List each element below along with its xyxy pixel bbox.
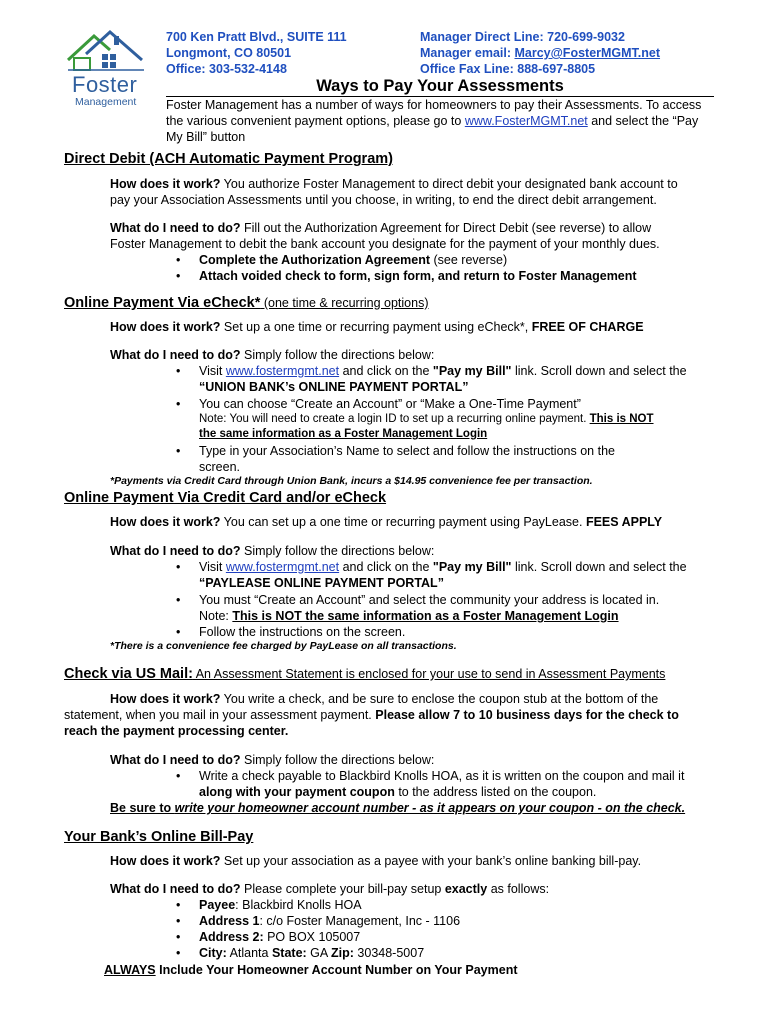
credit-fee-note: *There is a convenience fee charged by PayLease on all transactions. bbox=[110, 640, 457, 652]
echeck-what-text: Simply follow the directions below: bbox=[240, 348, 435, 362]
mail-how-bold-2: reach the payment processing center. bbox=[64, 724, 289, 738]
mail-sure-pre: Be sure to bbox=[110, 801, 175, 815]
always-rest: Include Your Homeowner Account Number on Your Payment bbox=[155, 963, 518, 977]
ach-what-label: What do I need to do? bbox=[110, 221, 241, 235]
credit-note-bold: This is NOT the same information as a Foster Management Login bbox=[232, 609, 619, 623]
echeck-b2-text: You can choose “Create an Account” or “Make a One-Time Payment” bbox=[199, 397, 581, 411]
credit-how bbox=[110, 514, 730, 530]
echeck-b1-pre: Visit bbox=[199, 364, 226, 378]
payee-value: : Blackbird Knolls HOA bbox=[235, 898, 362, 912]
ach-bullet-1-rest: (see reverse) bbox=[430, 253, 508, 267]
house-logo-icon bbox=[64, 26, 148, 76]
echeck-how-text: Set up a one time or recurring payment using eCheck*, bbox=[220, 320, 532, 334]
bullet-icon: • bbox=[176, 593, 181, 607]
echeck-b3-line-2: screen. bbox=[199, 460, 240, 474]
credit-fostermgmt-link[interactable]: www.fostermgmt.net bbox=[225, 560, 340, 574]
echeck-what bbox=[110, 347, 730, 363]
billpay-heading: Your Bank’s Online Bill-Pay bbox=[64, 829, 254, 845]
credit-how-label: How does it work? bbox=[110, 515, 221, 529]
city-value: Atlanta bbox=[226, 946, 272, 960]
billpay-exactly: exactly bbox=[444, 882, 488, 896]
city-label: City: bbox=[199, 946, 227, 960]
bullet-icon: • bbox=[176, 269, 181, 283]
address-2-label: Address 2: bbox=[199, 930, 264, 944]
credit-b1-bold: "Pay my Bill" bbox=[432, 560, 512, 574]
billpay-what bbox=[110, 881, 730, 897]
office-fax: Office Fax Line: 888-697-8805 bbox=[420, 62, 596, 76]
billpay-what-text: Please complete your bill-pay setup bbox=[240, 882, 445, 896]
echeck-how bbox=[110, 319, 730, 335]
credit-note-text: Note: bbox=[199, 609, 233, 623]
payee-label: Payee bbox=[199, 898, 236, 912]
intro-text-3: and select the “Pay bbox=[587, 114, 699, 128]
credit-b2-text: You must “Create an Account” and select the community your address is located in. bbox=[199, 593, 660, 607]
mail-heading-text: Check via US Mail: bbox=[64, 666, 193, 682]
echeck-union-bank-portal: “UNION BANK’s ONLINE PAYMENT PORTAL” bbox=[199, 380, 469, 394]
bullet-icon: • bbox=[176, 560, 181, 574]
echeck-note-bold-1: This is NOT bbox=[589, 413, 654, 425]
mail-how bbox=[64, 691, 734, 739]
credit-what-text: Simply follow the directions below: bbox=[240, 544, 435, 558]
ach-how-label: How does it work? bbox=[110, 177, 221, 191]
echeck-b1-bold: "Pay my Bill" bbox=[432, 364, 512, 378]
state-value: GA bbox=[306, 946, 332, 960]
mail-heading bbox=[64, 666, 665, 682]
ach-heading: Direct Debit (ACH Automatic Payment Program) bbox=[64, 151, 393, 167]
ach-how-text-2: pay your Association Assessments until you choose, in writing, to end the direct debit arrangement. bbox=[110, 193, 657, 207]
intro-paragraph bbox=[166, 97, 726, 145]
credit-b1-post: link. Scroll down and select the bbox=[511, 560, 687, 574]
bullet-icon: • bbox=[176, 769, 181, 783]
mail-how-text-1: You write a check, and be sure to enclose the coupon stub at the bottom of the bbox=[220, 692, 659, 706]
ach-how-text-1: You authorize Foster Management to direct debit your designated bank account to bbox=[220, 177, 678, 191]
echeck-how-label: How does it work? bbox=[110, 320, 221, 334]
page-title: Ways to Pay Your Assessments bbox=[166, 76, 714, 97]
mail-b1-bold: along with your payment coupon bbox=[199, 785, 395, 799]
mail-heading-sub: An Assessment Statement is enclosed for your use to send in Assessment Payments bbox=[192, 667, 666, 681]
manager-email-row bbox=[420, 45, 660, 61]
echeck-fostermgmt-link[interactable]: www.fostermgmt.net bbox=[225, 364, 340, 378]
billpay-how-label: How does it work? bbox=[110, 854, 221, 868]
manager-email-link[interactable]: Marcy@FosterMGMT.net bbox=[514, 46, 661, 60]
mail-sure-italic: write your homeowner account number - as it appears on your coupon - on the check. bbox=[174, 801, 686, 815]
echeck-heading-sub: (one time & recurring options) bbox=[260, 296, 429, 310]
intro-text-1: Foster Management has a number of ways for homeowners to pay their Assessments. To access bbox=[166, 98, 702, 112]
echeck-b1-mid: and click on the bbox=[339, 364, 433, 378]
address-1-label: Address 1 bbox=[199, 914, 260, 928]
zip-label: Zip: bbox=[331, 946, 354, 960]
address-line-2: Longmont, CO 80501 bbox=[166, 46, 292, 60]
address-1-value: : c/o Foster Management, Inc - 1106 bbox=[259, 914, 461, 928]
echeck-b1-post: link. Scroll down and select the bbox=[511, 364, 687, 378]
mail-how-label: How does it work? bbox=[110, 692, 221, 706]
echeck-heading-text: Online Payment Via eCheck* bbox=[64, 295, 261, 311]
manager-contact bbox=[420, 29, 660, 77]
foster-website-link[interactable]: www.FosterMGMT.net bbox=[464, 114, 588, 128]
credit-b1-pre: Visit bbox=[199, 560, 226, 574]
bullet-icon: • bbox=[176, 930, 181, 944]
zip-value: 30348-5007 bbox=[353, 946, 425, 960]
bullet-icon: • bbox=[176, 253, 181, 267]
mail-what-label: What do I need to do? bbox=[110, 753, 241, 767]
ach-how bbox=[110, 176, 730, 208]
echeck-note-text: Note: You will need to create a login ID to set up a recurring online payment. bbox=[199, 413, 590, 425]
billpay-how bbox=[110, 853, 730, 869]
bullet-icon: • bbox=[176, 898, 181, 912]
bullet-icon: • bbox=[176, 625, 181, 639]
billpay-always-note bbox=[104, 962, 744, 978]
state-label: State: bbox=[271, 946, 307, 960]
bullet-icon: • bbox=[176, 444, 181, 458]
ach-what-text-2: Foster Management to debit the bank account you designate for the payment of your monthly dues. bbox=[110, 237, 660, 251]
credit-heading: Online Payment Via Credit Card and/or eCheck bbox=[64, 490, 387, 506]
credit-how-text: You can set up a one time or recurring payment using PayLease. bbox=[220, 515, 586, 529]
office-phone: Office: 303-532-4148 bbox=[166, 62, 287, 76]
ach-bullet-2-text: Attach voided check to form, sign form, and return to Foster Management bbox=[199, 269, 637, 283]
echeck-what-label: What do I need to do? bbox=[110, 348, 241, 362]
intro-text-4: My Bill” button bbox=[166, 130, 246, 144]
echeck-fee-note: *Payments via Credit Card through Union Bank, incurs a $14.95 convenience fee per transaction. bbox=[110, 475, 593, 487]
bullet-icon: • bbox=[176, 397, 181, 411]
echeck-note bbox=[199, 412, 739, 442]
ach-what bbox=[110, 220, 730, 252]
echeck-note-bold-2: the same information as a Foster Management Login bbox=[199, 428, 488, 440]
credit-fees-label: FEES APPLY bbox=[585, 515, 663, 529]
manager-direct-line: Manager Direct Line: 720-699-9032 bbox=[420, 30, 625, 44]
address-line-1: 700 Ken Pratt Blvd., SUITE 111 bbox=[166, 30, 347, 44]
logo-word: Foster bbox=[72, 72, 138, 97]
credit-b1-mid: and click on the bbox=[339, 560, 433, 574]
ach-what-text-1: Fill out the Authorization Agreement for Direct Debit (see reverse) to allow bbox=[240, 221, 652, 235]
echeck-heading bbox=[64, 295, 429, 311]
credit-b3-text: Follow the instructions on the screen. bbox=[199, 625, 406, 639]
manager-email-label: Manager email: bbox=[420, 46, 515, 60]
mail-b1-rest: to the address listed on the coupon. bbox=[394, 785, 597, 799]
billpay-how-text: Set up your association as a payee with your bank’s online banking bill-pay. bbox=[220, 854, 642, 868]
address-2-value: PO BOX 105007 bbox=[263, 930, 361, 944]
intro-text-2: the various convenient payment options, please go to bbox=[166, 114, 465, 128]
mail-account-number-reminder bbox=[110, 800, 750, 816]
echeck-free-label: FREE OF CHARGE bbox=[531, 320, 644, 334]
bullet-icon: • bbox=[176, 364, 181, 378]
mail-b1-line-1: Write a check payable to Blackbird Knolls HOA, as it is written on the coupon and mail it bbox=[199, 769, 685, 783]
mail-what bbox=[110, 752, 730, 768]
always-label: ALWAYS bbox=[104, 963, 156, 977]
office-address bbox=[166, 29, 347, 77]
bullet-icon: • bbox=[176, 946, 181, 960]
credit-paylease-portal: “PAYLEASE ONLINE PAYMENT PORTAL” bbox=[199, 576, 444, 590]
logo-subtitle: Management bbox=[75, 96, 137, 108]
echeck-b3-line-1: Type in your Association’s Name to select and follow the instructions on the bbox=[199, 444, 615, 458]
ach-bullet-1-bold: Complete the Authorization Agreement bbox=[199, 253, 431, 267]
billpay-what-label: What do I need to do? bbox=[110, 882, 241, 896]
billpay-what-post: as follows: bbox=[487, 882, 550, 896]
mail-what-text: Simply follow the directions below: bbox=[240, 753, 435, 767]
mail-how-bold-1: Please allow 7 to 10 business days for the check to bbox=[375, 708, 679, 722]
foster-logo bbox=[64, 26, 148, 112]
credit-what-label: What do I need to do? bbox=[110, 544, 241, 558]
credit-what bbox=[110, 543, 730, 559]
mail-how-text-2: statement, when you mail in your assessment payment. bbox=[64, 708, 376, 722]
bullet-icon: • bbox=[176, 914, 181, 928]
credit-note bbox=[199, 608, 739, 624]
